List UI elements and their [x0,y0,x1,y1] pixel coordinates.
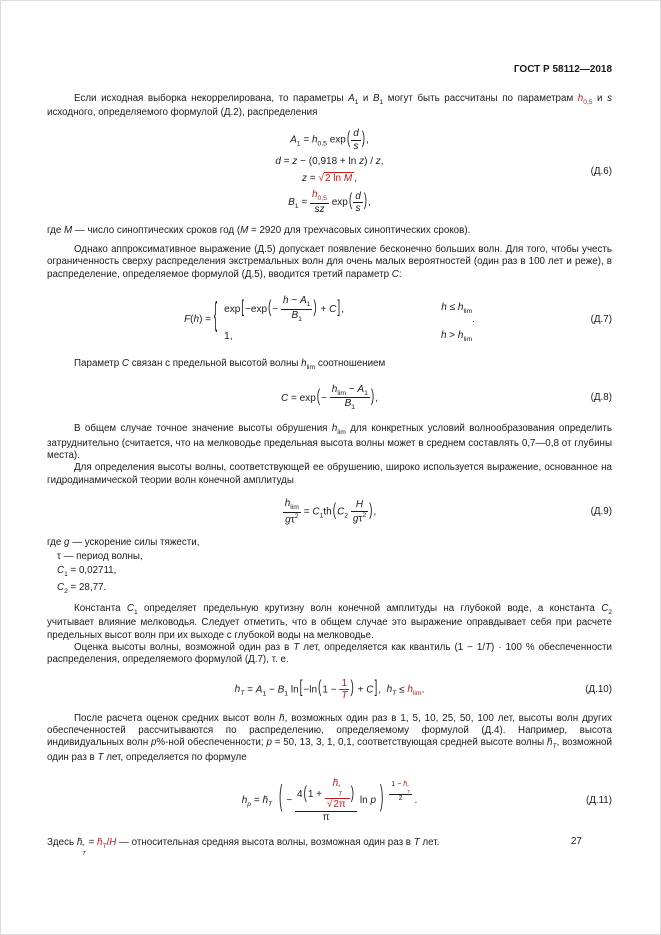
paragraph-intro: Если исходная выборка некоррелирована, то параметры $A_1$ и $B_1$ могут быть рассчитаны по параметрам $h_{0,5}$ и s исходного, определяемого формулой (Д.2), распределения [47,92,612,118]
paragraph-approximation: Однако аппроксимативное выражение (Д.5) допускает появление бесконечно больших волн. Для того, чтобы учесть ограниченность сверху распределения экстремальных волн для очень малых вероятностей (один раз в 100 лет и реже), в распределение, определяемое формулой (Д.5), вводится третий параметр C: [47,244,612,280]
definitions-block [47,537,612,596]
formula-d6-line4: $B_1$ = $\frac{h_{0,5}}{sz}$ exp( $\frac{d}{s}$ ), [288,189,371,216]
formula-label-d9: (Д.9) [590,505,612,517]
definition-c1: $C_1 = 0,02711$, [57,565,117,579]
formula-d11 [47,778,612,823]
definition-tau: τ — период волны, [57,550,143,562]
formula-d10 [47,678,612,702]
formula-d6 [47,128,612,216]
formula-label-d7: (Д.7) [590,313,612,325]
definition-g: где g — ускорение силы тяжести, [47,536,200,548]
paragraph-constants: Константа $C_1$ определяет предельную крутизну волн конечной амплитуды на глубокой воде, а константа $C_2$ учитывает влияние мелководья. Следует отметить, что в общем случае это выражение оправдывает себя при расчете предельных высот волн при их выходе с глубокой воды на мелководье. [47,602,612,641]
paragraph-relative-height: Здесь h̄ * T = $h̄_T/H$ — относительная средняя высота волны, возможная один раз в T лет. [47,837,440,857]
formula-d11-body: $h_p$ = $h̄_T$ ( − 4(1 + h̄ * T √2π ) π ln p ) 1 − h̄ * T 2 . [241,778,418,823]
doc-number: ГОСТ Р 58112—2018 [513,64,612,75]
formula-d10-body: $h_T = A_1 - B_1$ ln[−ln(1 − $\frac{1}{T}$ ) + C], $h_T \le h_{lim}$. [234,677,425,702]
note-where-m: где M — число синоптических сроков год (M = 2920 для трехчасовых синоптических сроков). [47,224,471,236]
formula-d6-body [47,128,612,216]
formula-d6-line3: z = √2 ln M , [302,172,357,184]
formula-d6-line1: $A_1 = h_{0,5}$ exp( $\frac{d}{s}$ ), [290,128,369,152]
formula-label-d11: (Д.11) [585,794,612,806]
paragraph-quantile: Оценка высоты волны, возможной один раз в T лет, определяется как квантиль (1 − 1/T) · 100 % обеспеченности распределения, определяемого формулой (Д.7), т. е. [47,641,613,666]
formula-d7-body: F(h) = { exp[−exp(− $\frac{h - A_1}{B_1}$ ) + C], $h \le h_{lim}$ 1, $h > h_{lim}$ . [184,295,475,343]
formula-label-d8: (Д.8) [590,391,612,403]
formula-d7 [47,292,612,347]
formula-label-d10: (Д.10) [585,683,612,695]
formula-d6-line2: d = z − (0,918 + ln z) / z, [275,156,384,168]
paragraph-hlim: В общем случае точное значение высоты обрушения $h_{lim}$ для конкретных условий волнообразования определить затруднительно (считается, что на мелководье предельная высота волны может в среднем составлять 0,7—0,8 от глубины места). [47,423,612,461]
paragraph-parameter-c: Параметр C связан с предельной высотой волны $h_{lim}$ соотношением [74,358,386,372]
paragraph-heights: После расчета оценок средних высот волн h̄, возможных один раз в 1, 5, 10, 25, 50, 100 лет, высоты волн других обеспеченностей рассчитываются по распределению, определяемому формулой (Д.4). Например, высота индивидуальных волн p%-ной обеспеченности; p = 50, 13, 3, 1, 0,1, соответствующая средней высоте волны $h̄_T$, возможной один раз в T лет, определяется по формуле [47,712,612,763]
formula-label-d6: (Д.6) [590,165,612,177]
formula-d9 [47,498,612,526]
definition-c2: $C_2 = 28,77$. [57,581,107,595]
paragraph-breaking: Для определения высоты волны, соответствующей ее обрушению, широко используется выражение, основанное на гидродинамической теории волн конечной амплитуды [47,462,612,486]
formula-d8 [47,384,612,413]
formula-d8-body: C = exp(− $\frac{h_{lim} - A_1}{B_1}$ ), [281,383,378,412]
page-number: 27 [570,836,582,847]
formula-d9-body: $\frac{h_{lim}}{g\tau^2}$ = $C_1th(C_2$ $\frac{H}{g\tau^2}$ ), [284,497,377,526]
